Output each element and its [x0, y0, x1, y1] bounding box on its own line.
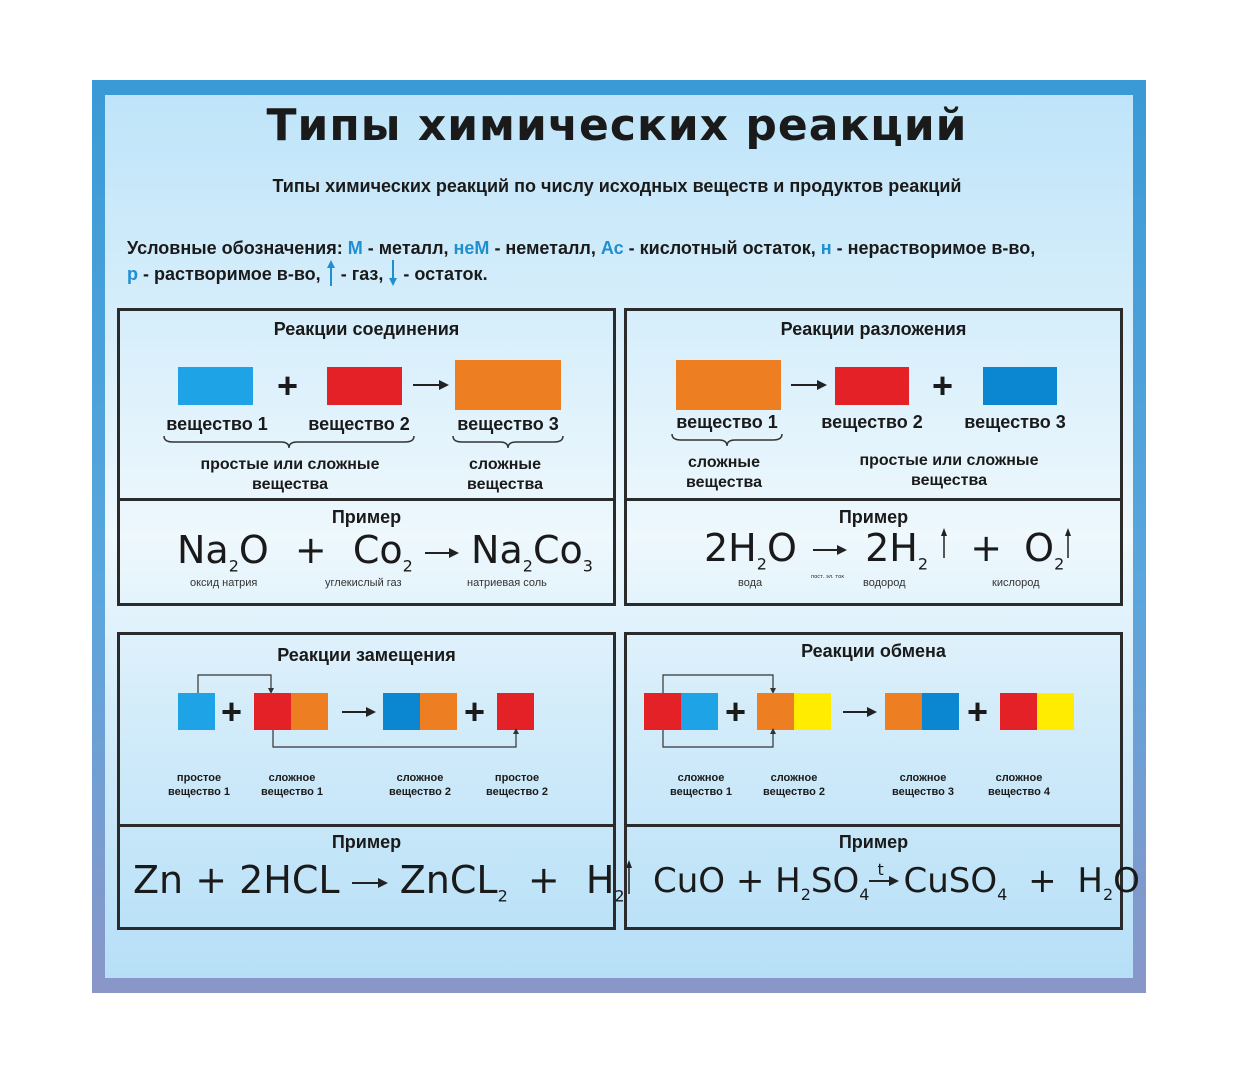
eq-term: O: [1024, 526, 1055, 570]
eq-term: CuSO: [903, 861, 998, 901]
synthesis-example-title: Пример: [331, 507, 402, 527]
simple-substance-2-box: [497, 693, 534, 730]
plus-sign: +: [932, 365, 954, 406]
page-title: Типы химических реакций: [266, 100, 968, 151]
legend-prefix: Условные обозначения:: [127, 238, 348, 258]
eq-term: CuO + H: [653, 861, 801, 901]
eq-plus: +: [1028, 861, 1057, 901]
substance-2-label: вещество 2: [821, 412, 923, 432]
complex-4-part-a: [1000, 693, 1037, 730]
reaction-arrow-icon: [352, 876, 388, 890]
substance-label: сложное вещество 1: [669, 772, 732, 798]
complex-3-part-b: [922, 693, 959, 730]
legend-text-metal: - металл,: [362, 238, 454, 258]
legend-key-soluble: р: [127, 264, 138, 284]
exchange-example-title: Пример: [838, 832, 909, 852]
plus-sign: +: [967, 691, 989, 732]
complex-1-part-a: [644, 693, 681, 730]
exchange-title: Реакции обмена: [801, 641, 946, 661]
condition-label: пост. эл. ток: [810, 574, 845, 580]
eq-plus: +: [970, 526, 1003, 570]
eq-term: O: [1113, 861, 1140, 901]
legend-key-nonmetal: неМ: [453, 238, 490, 258]
exchange-equation: [653, 861, 1140, 915]
substitution-title: Реакции замещения: [277, 645, 456, 665]
legend-text-soluble: - растворимое в-во,: [138, 264, 321, 284]
eq-subscript: 2: [522, 556, 533, 576]
eq-subscript: 2: [917, 554, 929, 574]
equation-caption: оксид натрия: [190, 577, 258, 589]
eq-subscript: 2: [402, 556, 413, 576]
substance-3-box: [455, 360, 561, 410]
eq-term: O: [238, 528, 269, 572]
legend-key-acid: Ас: [600, 238, 624, 258]
complex-3-part-a: [885, 693, 922, 730]
eq-term: H: [1077, 861, 1103, 901]
decomposition-example-title: Пример: [838, 507, 909, 527]
eq-subscript: 4: [997, 884, 1008, 904]
legend-text-gas: - газ,: [335, 264, 384, 284]
substance-label: сложное вещество 2: [388, 772, 451, 798]
reaction-arrow-icon: [843, 705, 877, 719]
legend-text-acid: - кислотный остаток,: [623, 238, 821, 258]
substance-label: простое вещество 2: [485, 772, 548, 798]
equation-caption: кислород: [992, 577, 1040, 589]
eq-term: 2H: [704, 526, 757, 570]
eq-subscript: 2: [800, 884, 811, 904]
eq-term: H: [585, 858, 615, 902]
substance-3-label: вещество 3: [457, 414, 559, 434]
eq-term: Na: [177, 528, 229, 572]
gas-arrow-icon: [1064, 528, 1072, 558]
brace-icon: [452, 435, 564, 449]
eq-term: Co: [352, 528, 403, 572]
complex-1-part-a: [254, 693, 291, 730]
substance-1-label: вещество 1: [676, 412, 778, 432]
brace-icon: [671, 433, 783, 447]
reaction-arrow-icon: [813, 543, 847, 557]
synthesis-divider: [120, 498, 613, 501]
eq-subscript: 4: [859, 884, 870, 904]
reactants-group-label: простые или сложные вещества: [200, 456, 380, 493]
decomposition-title: Реакции разложения: [780, 319, 967, 339]
legend-key-insoluble: н: [820, 238, 832, 258]
substance-label: сложное вещество 1: [260, 772, 323, 798]
plus-sign: +: [277, 365, 299, 406]
substance-label: сложное вещество 4: [987, 772, 1050, 798]
eq-subscript: 2: [228, 556, 239, 576]
sediment-arrow-icon: [388, 260, 398, 286]
reaction-arrow-icon: [413, 378, 449, 392]
decomposition-divider: [627, 498, 1120, 501]
substance-1-label: вещество 1: [166, 414, 268, 434]
substance-label: сложное вещество 3: [891, 772, 954, 798]
plus-sign: +: [725, 691, 747, 732]
equation-caption: водород: [863, 577, 906, 589]
eq-plus: +: [294, 528, 327, 572]
substitution-equation: [133, 860, 633, 917]
condition-arrow: [869, 860, 903, 892]
exchange-bracket-icon: [660, 672, 780, 694]
substance-1-box: [178, 367, 253, 405]
complex-1-part-b: [681, 693, 718, 730]
brace-icon: [163, 435, 415, 449]
exchange-bracket-icon: [270, 728, 520, 750]
eq-term: Co: [532, 528, 583, 572]
reaction-arrow-icon: [342, 705, 376, 719]
gas-arrow-icon: [940, 528, 948, 558]
eq-term: ZnCL: [399, 858, 498, 902]
exchange-bracket-icon: [660, 728, 780, 750]
plus-sign: +: [464, 691, 486, 732]
legend-text-nonmetal: - неметалл,: [489, 238, 601, 258]
substance-3-box: [983, 367, 1057, 405]
exchange-divider: [627, 824, 1120, 827]
simple-substance-1-box: [178, 693, 215, 730]
eq-subscript: 2: [756, 554, 767, 574]
complex-2-part-a: [383, 693, 420, 730]
plus-sign: +: [221, 691, 243, 732]
eq-subscript: 3: [582, 556, 593, 576]
product-group-label: сложные вещества: [467, 456, 543, 493]
gas-arrow-icon: [326, 260, 336, 286]
reaction-arrow-icon: [791, 378, 827, 392]
complex-2-part-b: [794, 693, 831, 730]
products-group-label: простые или сложные вещества: [859, 452, 1039, 489]
eq-term: 2H: [865, 526, 918, 570]
eq-term: Na: [471, 528, 523, 572]
reaction-arrow-icon: [869, 874, 899, 888]
substance-2-box: [835, 367, 909, 405]
eq-term: Zn + 2HCL: [133, 858, 340, 902]
substance-3-label: вещество 3: [964, 412, 1066, 432]
eq-subscript: 2: [1054, 554, 1065, 574]
legend-text-insoluble: - нерастворимое в-во,: [831, 238, 1036, 258]
substance-label: простое вещество 1: [167, 772, 230, 798]
complex-2-part-a: [757, 693, 794, 730]
complex-1-part-b: [291, 693, 328, 730]
eq-subscript: 2: [1102, 884, 1114, 904]
condition-arrow: [809, 541, 853, 580]
legend: [127, 236, 1127, 286]
reaction-arrow-icon: [425, 546, 459, 560]
legend-key-metal: М: [347, 238, 363, 258]
substance-2-label: вещество 2: [308, 414, 410, 434]
equation-caption: углекислый газ: [325, 577, 402, 589]
equation-caption: вода: [738, 577, 763, 589]
substitution-example-title: Пример: [331, 832, 402, 852]
eq-plus: +: [527, 858, 560, 902]
eq-subscript: 2: [614, 886, 625, 906]
reactant-group-label: сложные вещества: [686, 454, 762, 491]
page-subtitle: Типы химических реакций по числу исходных веществ и продуктов реакций: [272, 176, 962, 196]
legend-text-sediment: - остаток.: [398, 264, 488, 284]
eq-subscript: 2: [497, 886, 508, 906]
eq-term: SO: [810, 861, 860, 901]
condition-label: t: [877, 860, 884, 879]
eq-term: O: [766, 526, 797, 570]
substance-1-box: [676, 360, 781, 410]
substance-2-box: [327, 367, 402, 405]
complex-2-part-b: [420, 693, 457, 730]
equation-caption: натриевая соль: [467, 577, 547, 589]
substitution-divider: [120, 824, 613, 827]
complex-4-part-b: [1037, 693, 1074, 730]
substance-label: сложное вещество 2: [762, 772, 825, 798]
synthesis-title: Реакции соединения: [273, 319, 460, 339]
